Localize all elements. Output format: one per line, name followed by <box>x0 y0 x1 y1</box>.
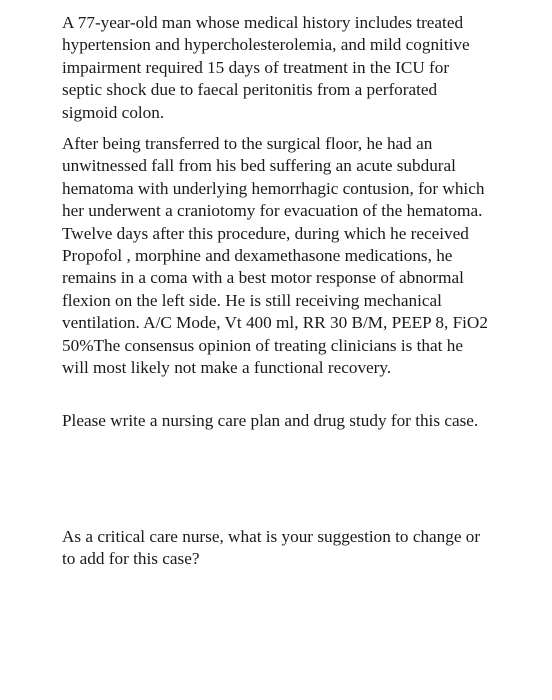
paragraph-spacer <box>62 432 492 526</box>
case-intro-paragraph: A 77-year-old man whose medical history includes treated hypertension and hypercholesterolemia, and mild cognitive impairment required 15 days of treatment in the ICU for septic shock due to faecal peritonitis from a perforated sigmoid colon. <box>62 13 470 122</box>
paragraph-spacer <box>62 124 492 133</box>
question-critical-care-suggestion: As a critical care nurse, what is your suggestion to change or to add for this case? <box>62 526 481 569</box>
document-body <box>62 12 492 571</box>
question-nursing-care-plan: Please write a nursing care plan and drug study for this case. <box>62 410 479 430</box>
case-details-paragraph: After being transferred to the surgical floor, he had an unwitnessed fall from his bed suffering an acute subdural hematoma with underlying hemorrhagic contusion, for which her underwent a craniotomy for evacuation of the hematoma. Twelve days after this procedure, during which he received Propofol , morphine and dexamethasone medications, he remains in a coma with a best motor response of abnormal flexion on the left side. He is still receiving mechanical ventilation. A/C Mode, Vt 400 ml, RR 30 B/M, PEEP 8, FiO2 50%The consensus opinion of treating clinicians is that he will most likely not make a functional recovery. <box>62 134 488 378</box>
paragraph-spacer <box>62 380 492 410</box>
